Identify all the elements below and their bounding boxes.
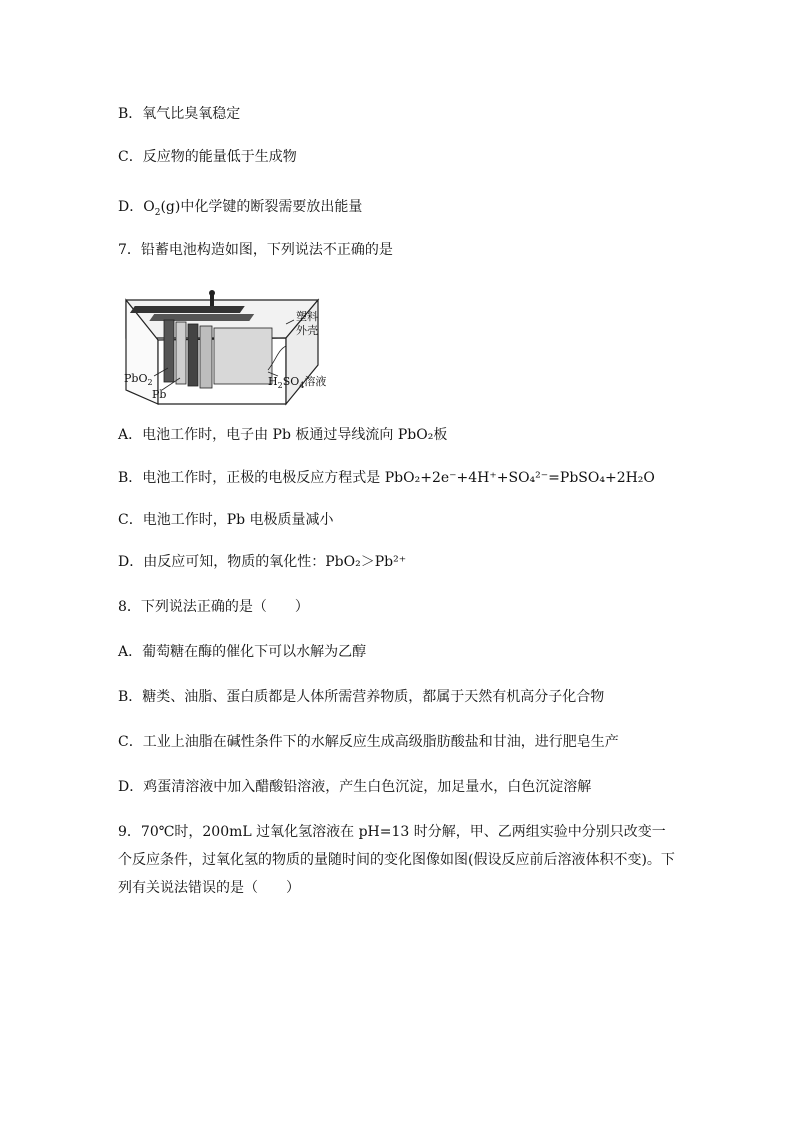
label-pb: Pb [152,388,167,401]
label-plastic-shell-2: 外壳 [296,324,318,337]
q7-option-a: A．电池工作时，电子由 Pb 板通过导线流向 PbO₂板 [118,427,448,443]
q6-option-d-formula: O [143,199,155,215]
q8-option-a: A．葡萄糖在酶的催化下可以水解为乙醇 [118,644,367,660]
q6-option-c: C．反应物的能量低于生成物 [118,149,297,165]
q8-option-c: C．工业上油脂在碱性条件下的水解反应生成高级脂肪酸盐和甘油，进行肥皂生产 [118,734,619,750]
q6-option-d-sub: 2 [154,207,161,218]
label-h2so4: $H_2SO_4$溶液 [268,375,327,390]
q8-option-b: B．糖类、油脂、蛋白质都是人体所需营养物质，都属于天然有机高分子化合物 [118,689,605,705]
q9-stem: 9．70℃时，200mL 过氧化氢溶液在 pH=13 时分解，甲、乙两组实验中分别只改变一个反应条件，过氧化氢的物质的量随时间的变化图像如图(假设反应前后溶液体积不变)。下列有关说法错误的是（ ） [118,824,675,896]
lead-acid-battery-diagram [118,280,338,410]
q6-option-d [118,197,362,223]
label-plastic-shell-1: 塑料 [296,310,318,323]
q7-option-b: B．电池工作时，正极的电极反应方程式是 PbO₂+2e⁻+4H⁺+SO₄²⁻=PbSO₄+2H₂O [118,470,655,486]
q8-option-d: D．鸡蛋清溶液中加入醋酸铅溶液，产生白色沉淀，加足量水，白色沉淀溶解 [118,779,592,795]
q7-option-c: C．电池工作时，Pb 电极质量减小 [118,512,334,528]
q7-option-d: D．由反应可知，物质的氧化性：PbO₂＞Pb²⁺ [118,554,407,570]
q6-option-d-prefix: D． [118,199,144,215]
q8-stem: 8．下列说法正确的是（ ） [118,599,309,615]
label-pbo2: PbO$_2$ [124,372,153,387]
q6-option-b: B．氧气比臭氧稳定 [118,106,241,122]
q7-stem: 7．铅蓄电池构造如图，下列说法不正确的是 [118,242,393,258]
q6-option-d-suffix: (g)中化学键的断裂需要放出能量 [160,199,363,215]
